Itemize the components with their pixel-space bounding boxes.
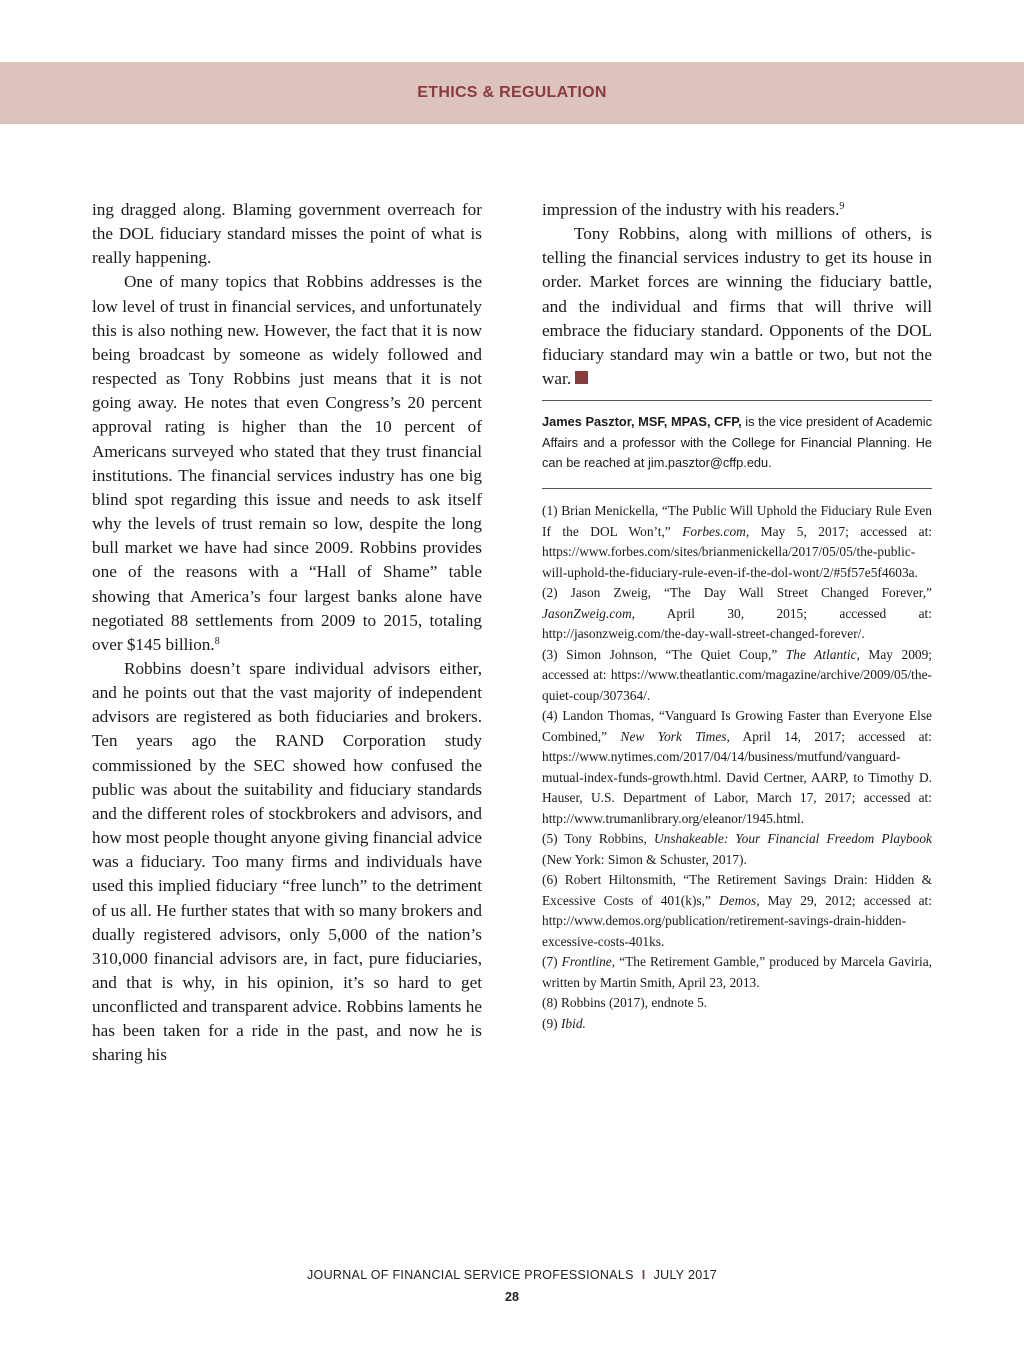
endnote-source-title: Frontline, (561, 954, 616, 969)
endnote-text: (3) Simon Johnson, “The Quiet Coup,” (542, 646, 786, 662)
divider-rule (542, 488, 932, 489)
endnote-source-title: Unshakeable: Your Financial Freedom Playbook (653, 831, 932, 846)
endnote-text: (1) Brian Menickella, “The Public Will Uphold the Fiduciary Rule Even If the DOL Won’t,” (542, 503, 932, 539)
end-of-article-square-icon (575, 371, 588, 384)
endnote-text: May 29, 2012; accessed at: http://www.demos.org/publication/retirement-savings-drain-hidden-excessive-costs-401ks. (542, 892, 932, 949)
endnote-item (542, 645, 932, 707)
divider-rule (542, 400, 932, 401)
endnote-source-title: New York Times, (620, 728, 730, 744)
endnote-text: May 5, 2017; accessed at: https://www.forbes.com/sites/brianmenickella/2017/05/05/the-public-will-uphold-the-fiduciary-rule-even-if-the-dol-wont/2/#5f57e5f4603a. (542, 523, 933, 580)
page-footer (0, 1268, 1024, 1282)
author-description: is the vice president of Academic Affairs and a professor with the College for Financial Planning. He can be reached at jim.pasztor@cffp.edu. (542, 414, 932, 470)
paragraph-text: impression of the industry with his readers. (542, 200, 840, 219)
endnote-item (542, 993, 932, 1014)
section-title: ETHICS & REGULATION (417, 84, 607, 101)
endnote-text: “The Retirement Gamble,” produced by Marcela Gaviria, written by Martin Smith, April 23, 2013. (542, 954, 932, 990)
endnote-text: , April 30, 2015; accessed at: http://jasonzweig.com/the-day-wall-street-changed-forever/. (542, 605, 932, 641)
body-paragraph (542, 198, 932, 222)
paragraph-text: One of many topics that Robbins addresses is the low level of trust in financial services, and unfortunately this is also nothing new. However, the fact that it is now being broadcast by someone as widely followed and respected as Tony Robbins just means that it is not going away. He notes that even Congress’s 20 percent approval rating is higher than the 10 percent of Americans surveyed who stated that they trust financial institutions. The financial services industry has one big blind spot regarding this issue and needs to ask itself why the levels of trust remain so low, despite the long bull market we have had since 2009. Robbins provides one of the reasons with a “Hall of Shame” table showing that America’s four largest banks alone have negotiated 88 settlements from 2009 to 2015, totaling over $145 billion. (92, 272, 482, 654)
section-banner (0, 62, 1024, 124)
issue-date: JULY 2017 (653, 1268, 717, 1282)
endnote-item (542, 501, 932, 583)
endnotes-list (542, 501, 932, 1034)
endnote-text: May 2009; accessed at: https://www.theatlantic.com/magazine/archive/2009/05/the-quiet-coup/307364/. (542, 646, 932, 703)
body-paragraph (542, 222, 932, 391)
author-bio (542, 412, 932, 474)
endnote-text: (New York: Simon & Schuster, 2017). (542, 851, 747, 867)
endnote-source-title: Ibid. (560, 1015, 586, 1031)
endnote-source-title: The Atlantic, (785, 646, 860, 662)
page-number: 28 (505, 1290, 519, 1304)
endnote-text: (8) Robbins (2017), endnote 5. (542, 995, 708, 1010)
endnote-item (542, 870, 932, 952)
journal-name: JOURNAL OF FINANCIAL SERVICE PROFESSIONALS (307, 1268, 634, 1282)
right-column (542, 198, 932, 391)
left-column (92, 198, 482, 1068)
endnote-text: (9) (542, 1015, 561, 1031)
endnote-source-title: JasonZweig.com (542, 605, 632, 621)
endnote-source-title: Demos, (719, 892, 760, 908)
endnote-item (542, 706, 932, 829)
footer-separator: I (641, 1268, 646, 1282)
endnote-item (542, 1014, 932, 1035)
endnote-source-title: Forbes.com, (682, 523, 750, 539)
endnote-text: (5) Tony Robbins, (542, 831, 654, 846)
endnote-text: (4) Landon Thomas, “Vanguard Is Growing Faster than Everyone Else Combined,” (542, 708, 932, 744)
body-paragraph: Robbins doesn’t spare individual advisors either, and he points out that the vast majority of independent advisors are registered as both fiduciaries and brokers. Ten years ago the RAND Corporation study commissioned by the SEC showed how confused the public was about the suitability and fiduciary standards and the different roles of stockbrokers and advisors, and how most people thought anyone giving financial advice was a fiduciary. Too many firms and individuals have used this implied fiduciary “free lunch” to the detriment of us all. He further states that with so many brokers and dually registered advisors, only 5,000 of the nation’s 310,000 financial advisors are, in fact, pure fiduciaries, and that is why, in his opinion, it’s so hard to get unconflicted and transparent advice. Robbins laments he has been taken for a ride in the past, and now he is sharing his (92, 658, 482, 1065)
endnote-text: April 14, 2017; accessed at: https://www.nytimes.com/2017/04/14/business/mutfund/vanguard-mutual-index-funds-growth.html. David Certner, AARP, to Timothy D. Hauser, U.S. Department of Labor, March 17, 2017; accessed at: http://www.trumanlibrary.org/eleanor/1945.html. (542, 728, 932, 826)
endnote-text: (7) (542, 954, 562, 969)
endnote-ref[interactable]: 9 (839, 201, 845, 212)
endnote-item (542, 583, 932, 645)
endnote-ref[interactable]: 8 (214, 635, 220, 647)
endnote-item (542, 829, 932, 870)
body-paragraph: ing dragged along. Blaming government overreach for the DOL fiduciary standard misses the point of what is really happening. (92, 200, 482, 268)
endnote-text: (6) Robert Hiltonsmith, “The Retirement Savings Drain: Hidden & Excessive Costs of 401(k)s,” (542, 872, 932, 908)
body-paragraph (92, 270, 482, 657)
endnote-item (542, 952, 932, 993)
author-name: James Pasztor, MSF, MPAS, CFP, (542, 414, 742, 429)
paragraph-text: Tony Robbins, along with millions of others, is telling the financial services industry to get its house in order. Market forces are winning the fiduciary battle, and the individual and firms that will thrive will embrace the fiduciary standard. Opponents of the DOL fiduciary standard may win a battle or two, but not the war. (542, 224, 932, 389)
endnote-text: (2) Jason Zweig, “The Day Wall Street Changed Forever,” (542, 585, 932, 600)
